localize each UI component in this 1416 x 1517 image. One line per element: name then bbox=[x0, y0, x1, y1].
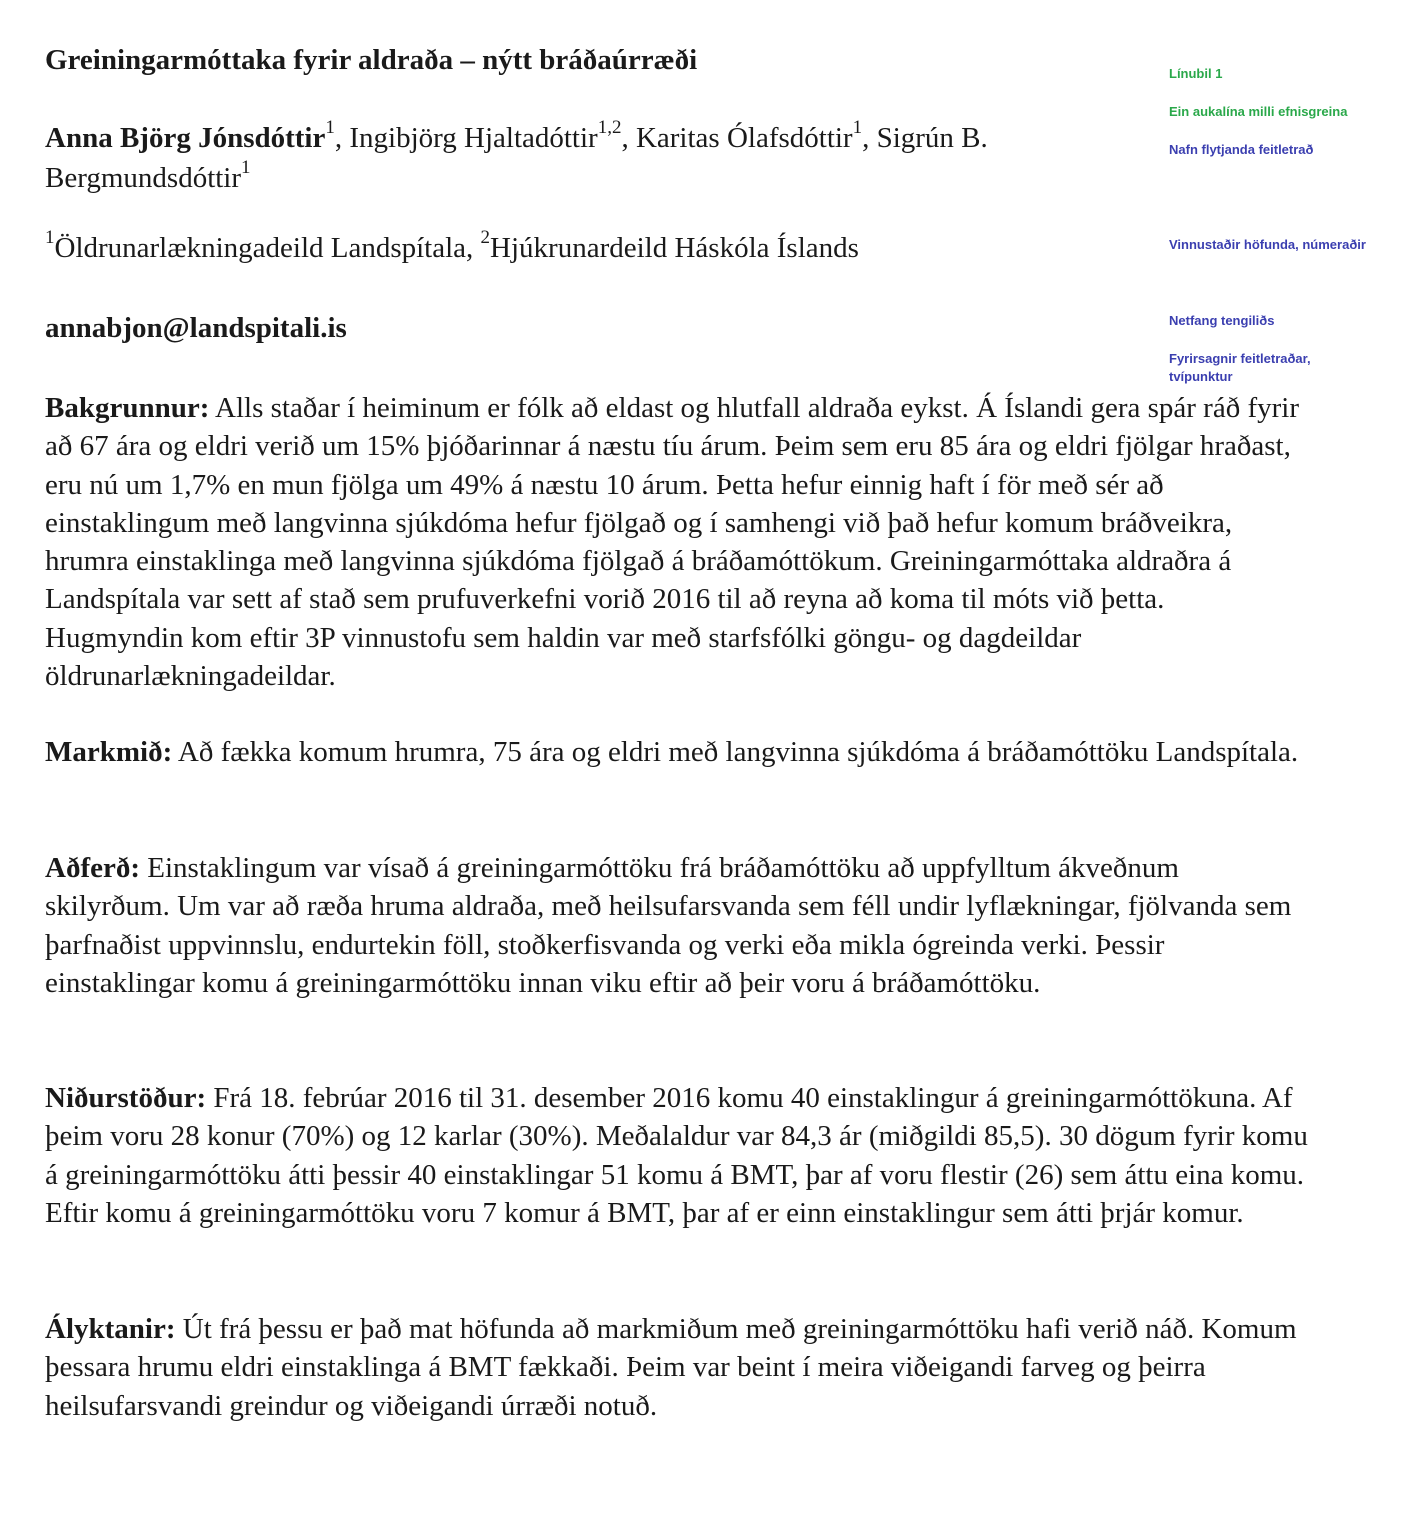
annotation-workplaces: Vinnustaðir höfunda, númeraðir bbox=[1169, 237, 1366, 252]
affiliation-number: 2 bbox=[480, 227, 491, 249]
affiliation-text: Hjúkrunardeild Háskóla Íslands bbox=[490, 232, 859, 264]
author-name: , Karitas Ólafsdóttir bbox=[621, 122, 853, 154]
author-superscript: 1,2 bbox=[597, 117, 622, 139]
author-name: , Ingibjörg Hjaltadóttir bbox=[334, 122, 598, 154]
affiliations bbox=[45, 227, 859, 265]
section-nidurstodur bbox=[45, 1079, 1310, 1232]
annotation-line-spacing: Línubil 1 bbox=[1169, 66, 1223, 81]
presenter-name: Anna Björg Jónsdóttir bbox=[45, 122, 326, 154]
author-superscript: 1 bbox=[325, 117, 335, 139]
affiliation-number: 1 bbox=[45, 227, 55, 249]
section-text: Einstaklingum var vísað á greiningarmóttöku frá bráðamóttöku að uppfylltum ákveðnum skilyrðum. Um var að ræða hruma aldraða, með heilsufarsvanda sem féll undir lyflækningar, fjölvanda sem þarfnaðist uppvinnslu, endurtekin föll, stoðkerfisvanda og verki eða mikla ógreinda verki. Þessir einstaklingar komu á greiningarmóttöku innan viku eftir að þeir voru á bráðamóttöku. bbox=[45, 852, 1292, 999]
section-text: Frá 18. febrúar 2016 til 31. desember 2016 komu 40 einstaklingur á greiningarmóttökuna. Af þeim voru 28 konur (70%) og 12 karlar (30%). Meðalaldur var 84,3 ár (miðgildi 85,5). 30 dögum fyrir komu á greiningarmóttöku átti þessir 40 einstaklingar 51 komu á BMT, þar af voru flestir (26) sem áttu eina komu. Eftir komu á greiningarmóttöku voru 7 komur á BMT, þar af er einn einstaklingur sem átti þrjár komur. bbox=[45, 1082, 1308, 1229]
section-heading: Niðurstöður: bbox=[45, 1082, 207, 1114]
annotation-presenter-bold: Nafn flytjanda feitletrað bbox=[1169, 142, 1314, 157]
section-heading: Bakgrunnur: bbox=[45, 392, 210, 424]
abstract-title: Greiningarmóttaka fyrir aldraða – nýtt bráðaúrræði bbox=[45, 44, 698, 76]
contact-email: annabjon@landspitali.is bbox=[45, 312, 347, 344]
author-name: , Sigrún B. Bergmundsdóttir bbox=[45, 122, 988, 194]
section-heading: Aðferð: bbox=[45, 852, 141, 884]
author-superscript: 1 bbox=[241, 157, 251, 179]
section-heading: Ályktanir: bbox=[45, 1313, 176, 1345]
section-text: Alls staðar í heiminum er fólk að eldast og hlutfall aldraða eykst. Á Íslandi gera spár ráð fyrir að 67 ára og eldri verið um 15% þjóðarinnar á næstu tíu árum. Þeim sem eru 85 ára og eldri fjölgar hraðast, eru nú um 1,7% en mun fjölga um 49% á næstu 10 árum. Þetta hefur einnig haft í för með sér að einstaklingum með langvinna sjúkdóma hefur fjölgað og í samhengi við það hefur komum bráðveikra, hrumra einstaklinga með langvinna sjúkdóma fjölgað á bráðamóttökum. Greiningarmóttaka aldraðra á Landspítala var sett af stað sem prufuverkefni vorið 2016 til að reyna að koma til móts við þetta. Hugmyndin kom eftir 3P vinnustofu sem haldin var með starfsfólki göngu- og dagdeildar öldrunarlækningadeildar. bbox=[45, 392, 1299, 693]
section-alyktanir bbox=[45, 1310, 1310, 1425]
annotation-headings-bold: Fyrirsagnir feitletraðar, tvípunktur bbox=[1169, 351, 1311, 384]
annotation-contact-email: Netfang tengiliðs bbox=[1169, 313, 1275, 328]
section-adferd bbox=[45, 849, 1310, 1002]
section-bakgrunnur bbox=[45, 389, 1310, 695]
section-text: Að fækka komum hrumra, 75 ára og eldri með langvinna sjúkdóma á bráðamóttöku Landspítala. bbox=[172, 736, 1299, 768]
affiliation-text: Öldrunarlækningadeild Landspítala, bbox=[54, 232, 481, 264]
section-markmid bbox=[45, 733, 1310, 771]
section-heading: Markmið: bbox=[45, 736, 173, 768]
section-text: Út frá þessu er það mat höfunda að markmiðum með greiningarmóttöku hafi verið náð. Komum þessara hrumu eldri einstaklinga á BMT fækkaði. Þeim var beint í meira viðeigandi farveg og þeirra heilsufarsvandi greindur og viðeigandi úrræði notuð. bbox=[45, 1313, 1297, 1422]
author-list bbox=[45, 118, 1145, 198]
author-superscript: 1 bbox=[852, 117, 863, 139]
annotation-extra-line: Ein aukalína milli efnisgreina bbox=[1169, 104, 1348, 119]
